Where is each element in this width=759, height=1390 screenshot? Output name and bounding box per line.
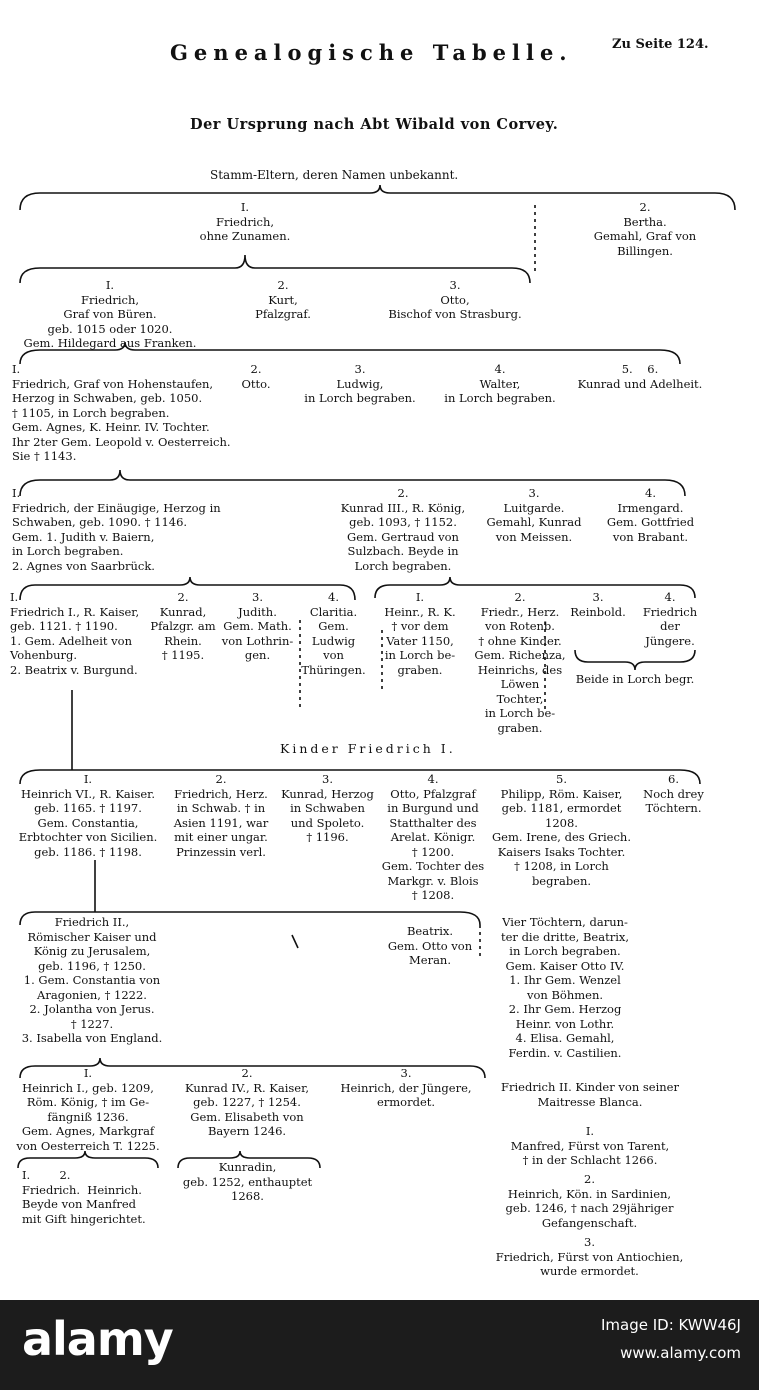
- person-heinrich-rk: I. Heinr., R. K. † vor dem Vater 1150, in Lorch be- graben.: [384, 590, 456, 677]
- page-reference: Zu Seite 124.: [612, 37, 709, 52]
- image-id: Image ID: KWW46J: [600, 1316, 741, 1334]
- person-kunradin: Kunradin, geb. 1252, enthauptet 1268.: [182, 1160, 313, 1203]
- person-walter: 4. Walter, in Lorch begraben.: [444, 362, 556, 405]
- person-vier-toechtern: Vier Töchtern, darun- ter die dritte, Beatrix, in Lorch begraben. Gem. Kaiser Otto IV. 1. Ihr Gem. Wenzel von Böhmen. 2. Ihr Gem. Herzog Heinr. von Lothr. 4. Elisa. Gemahl, Ferdin. v. Castilien.: [500, 915, 630, 1060]
- person-friedrich-herzog-schwaben: 2. Friedrich, Herz. in Schwab. † in Asien 1191, war mit einer ungar. Prinzessin verl.: [173, 772, 269, 859]
- person-kurt-pfalzgraf: 2. Kurt, Pfalzgraf.: [255, 278, 311, 321]
- blanca-children-heading: Friedrich II. Kinder von seiner Maitresse Blanca.: [501, 1080, 679, 1109]
- person-friedrich-von-hohenstaufen: I. Friedrich, Graf von Hohenstaufen, Herzog in Schwaben, geb. 1050. † 1105, in Lorch begraben. Gem. Agnes, K. Heinr. IV. Tochter. Ihr 2ter Gem. Leopold v. Oesterreich. Sie † 1143.: [12, 362, 231, 463]
- person-friedrich-II: Friedrich II., Römischer Kaiser und König zu Jerusalem, geb. 1196, † 1250. 1. Gem. Constantia von Aragonien, † 1222. 2. Jolantha von Jerus. † 1227. 3. Isabella von England.: [21, 915, 163, 1045]
- person-friedrich-der-einaeugige: I. Friedrich, der Einäugige, Herzog in Schwaben, geb. 1090. † 1146. Gem. 1. Judith v. Baiern, in Lorch begraben. 2. Agnes von Saarbrück.: [12, 486, 221, 573]
- brace-reinbold: [575, 650, 695, 670]
- person-kunrad-und-adelheit: 5. 6. Kunrad und Adelheit.: [577, 362, 703, 391]
- person-heinrich-VI: I. Heinrich VI., R. Kaiser. geb. 1165. † 1197. Gem. Constantia, Erbtochter von Sicilien. geb. 1186. † 1198.: [18, 772, 158, 859]
- person-kunrad-III: 2. Kunrad III., R. König, geb. 1093, † 1152. Gem. Gertraud von Sulzbach. Beyde in Lorch begraben.: [340, 486, 466, 573]
- brace-gen8-left: [18, 1151, 158, 1168]
- person-beatrix: Beatrix. Gem. Otto von Meran.: [387, 924, 473, 967]
- person-ludwig: 3. Ludwig, in Lorch begraben.: [304, 362, 416, 405]
- site-url: www.alamy.com: [620, 1344, 741, 1362]
- person-claritia: 4. Claritia. Gem. Ludwig von Thüringen.: [301, 590, 366, 677]
- person-kunrad-herzog-spoleto: 3. Kunrad, Herzog in Schwaben und Spoleto. † 1196.: [281, 772, 374, 844]
- page-subtitle: Der Ursprung nach Abt Wibald von Corvey.: [190, 116, 559, 133]
- person-friedrich-I-kaiser: I. Friedrich I., R. Kaiser, geb. 1121. † 1190. 1. Gem. Adelheit von Vohenburg. 2. Beatrix v. Burgund.: [10, 590, 140, 677]
- person-bertha: 2. Bertha. Gemahl, Graf von Billingen.: [593, 200, 697, 258]
- person-otto: 2. Otto.: [241, 362, 271, 391]
- person-heinrich-koenig-sardinien: 2. Heinrich, Kön. in Sardinien, geb. 1246, † nach 29jähriger Gefangenschaft.: [505, 1172, 674, 1230]
- person-heinrich-der-juengere: 3. Heinrich, der Jüngere, ermordet.: [340, 1066, 472, 1109]
- person-heinrich-I-koenig: I. Heinrich I., geb. 1209, Röm. König, † im Ge- fängniß 1236. Gem. Agnes, Markgraf von Oesterreich T. 1225.: [16, 1066, 160, 1153]
- persons-friedrich-heinrich: I. 2. Friedrich. Heinrich. Beyde von Manfred mit Gift hingerichtet.: [22, 1168, 146, 1226]
- reinbold-friedrich-note: Beide in Lorch begr.: [575, 672, 695, 686]
- person-friedrich-ohne-zunamen: I. Friedrich, ohne Zunamen.: [199, 200, 291, 243]
- person-noch-drey-toechtern: 6. Noch drey Töchtern.: [643, 772, 704, 815]
- person-friedrich-von-rotenburg: 2. Friedr., Herz. von Rotenb. † ohne Kinder. Gem. Richenza, Heinrichs, des Löwen Tochter, in Lorch be- graben.: [474, 590, 566, 735]
- person-manfred: I. Manfred, Fürst von Tarent, † in der Schlacht 1266.: [510, 1124, 670, 1167]
- person-philipp: 5. Philipp, Röm. Kaiser, geb. 1181, ermordet 1208. Gem. Irene, des Griech. Kaisers Isaks Tochter. † 1208, in Lorch begraben.: [492, 772, 631, 888]
- person-friedrich-graf-von-bueren: I. Friedrich, Graf von Büren. geb. 1015 oder 1020. Gem. Hildegard aus Franken.: [23, 278, 197, 350]
- person-friedrich-fuerst-antiochien: 3. Friedrich, Fürst von Antiochien, wurde ermordet.: [495, 1235, 684, 1278]
- kinder-friedrich-I-heading: Kinder Friedrich I.: [280, 741, 456, 756]
- person-kunrad-IV: 2. Kunrad IV., R. Kaiser, geb. 1227, † 1254. Gem. Elisabeth von Bayern 1246.: [184, 1066, 310, 1138]
- person-irmengard: 4. Irmengard. Gem. Gottfried von Brabant.: [606, 486, 695, 544]
- stray-mark: [292, 935, 298, 948]
- person-reinbold: 3. Reinbold.: [570, 590, 626, 619]
- person-otto-bischof: 3. Otto, Bischof von Strasburg.: [388, 278, 522, 321]
- stamm-eltern-heading: Stamm-Eltern, deren Namen unbekannt.: [210, 168, 459, 182]
- person-otto-pfalzgraf-burgund: 4. Otto, Pfalzgraf in Burgund und Statthalter des Arelat. Königr. † 1200. Gem. Tochter des Markgr. v. Blois † 1208.: [381, 772, 485, 902]
- person-luitgarde: 3. Luitgarde. Gemahl, Kunrad von Meissen.: [486, 486, 582, 544]
- person-kunrad-pfalzgraf: 2. Kunrad, Pfalzgr. am Rhein. † 1195.: [150, 590, 216, 662]
- page-title: Genealogische Tabelle.: [170, 40, 573, 65]
- person-friedrich-der-juengere: 4. Friedrich der Jüngere.: [642, 590, 698, 648]
- alamy-logo: alamy: [22, 1312, 173, 1366]
- person-judith: 3. Judith. Gem. Math. von Lothrin- gen.: [221, 590, 294, 662]
